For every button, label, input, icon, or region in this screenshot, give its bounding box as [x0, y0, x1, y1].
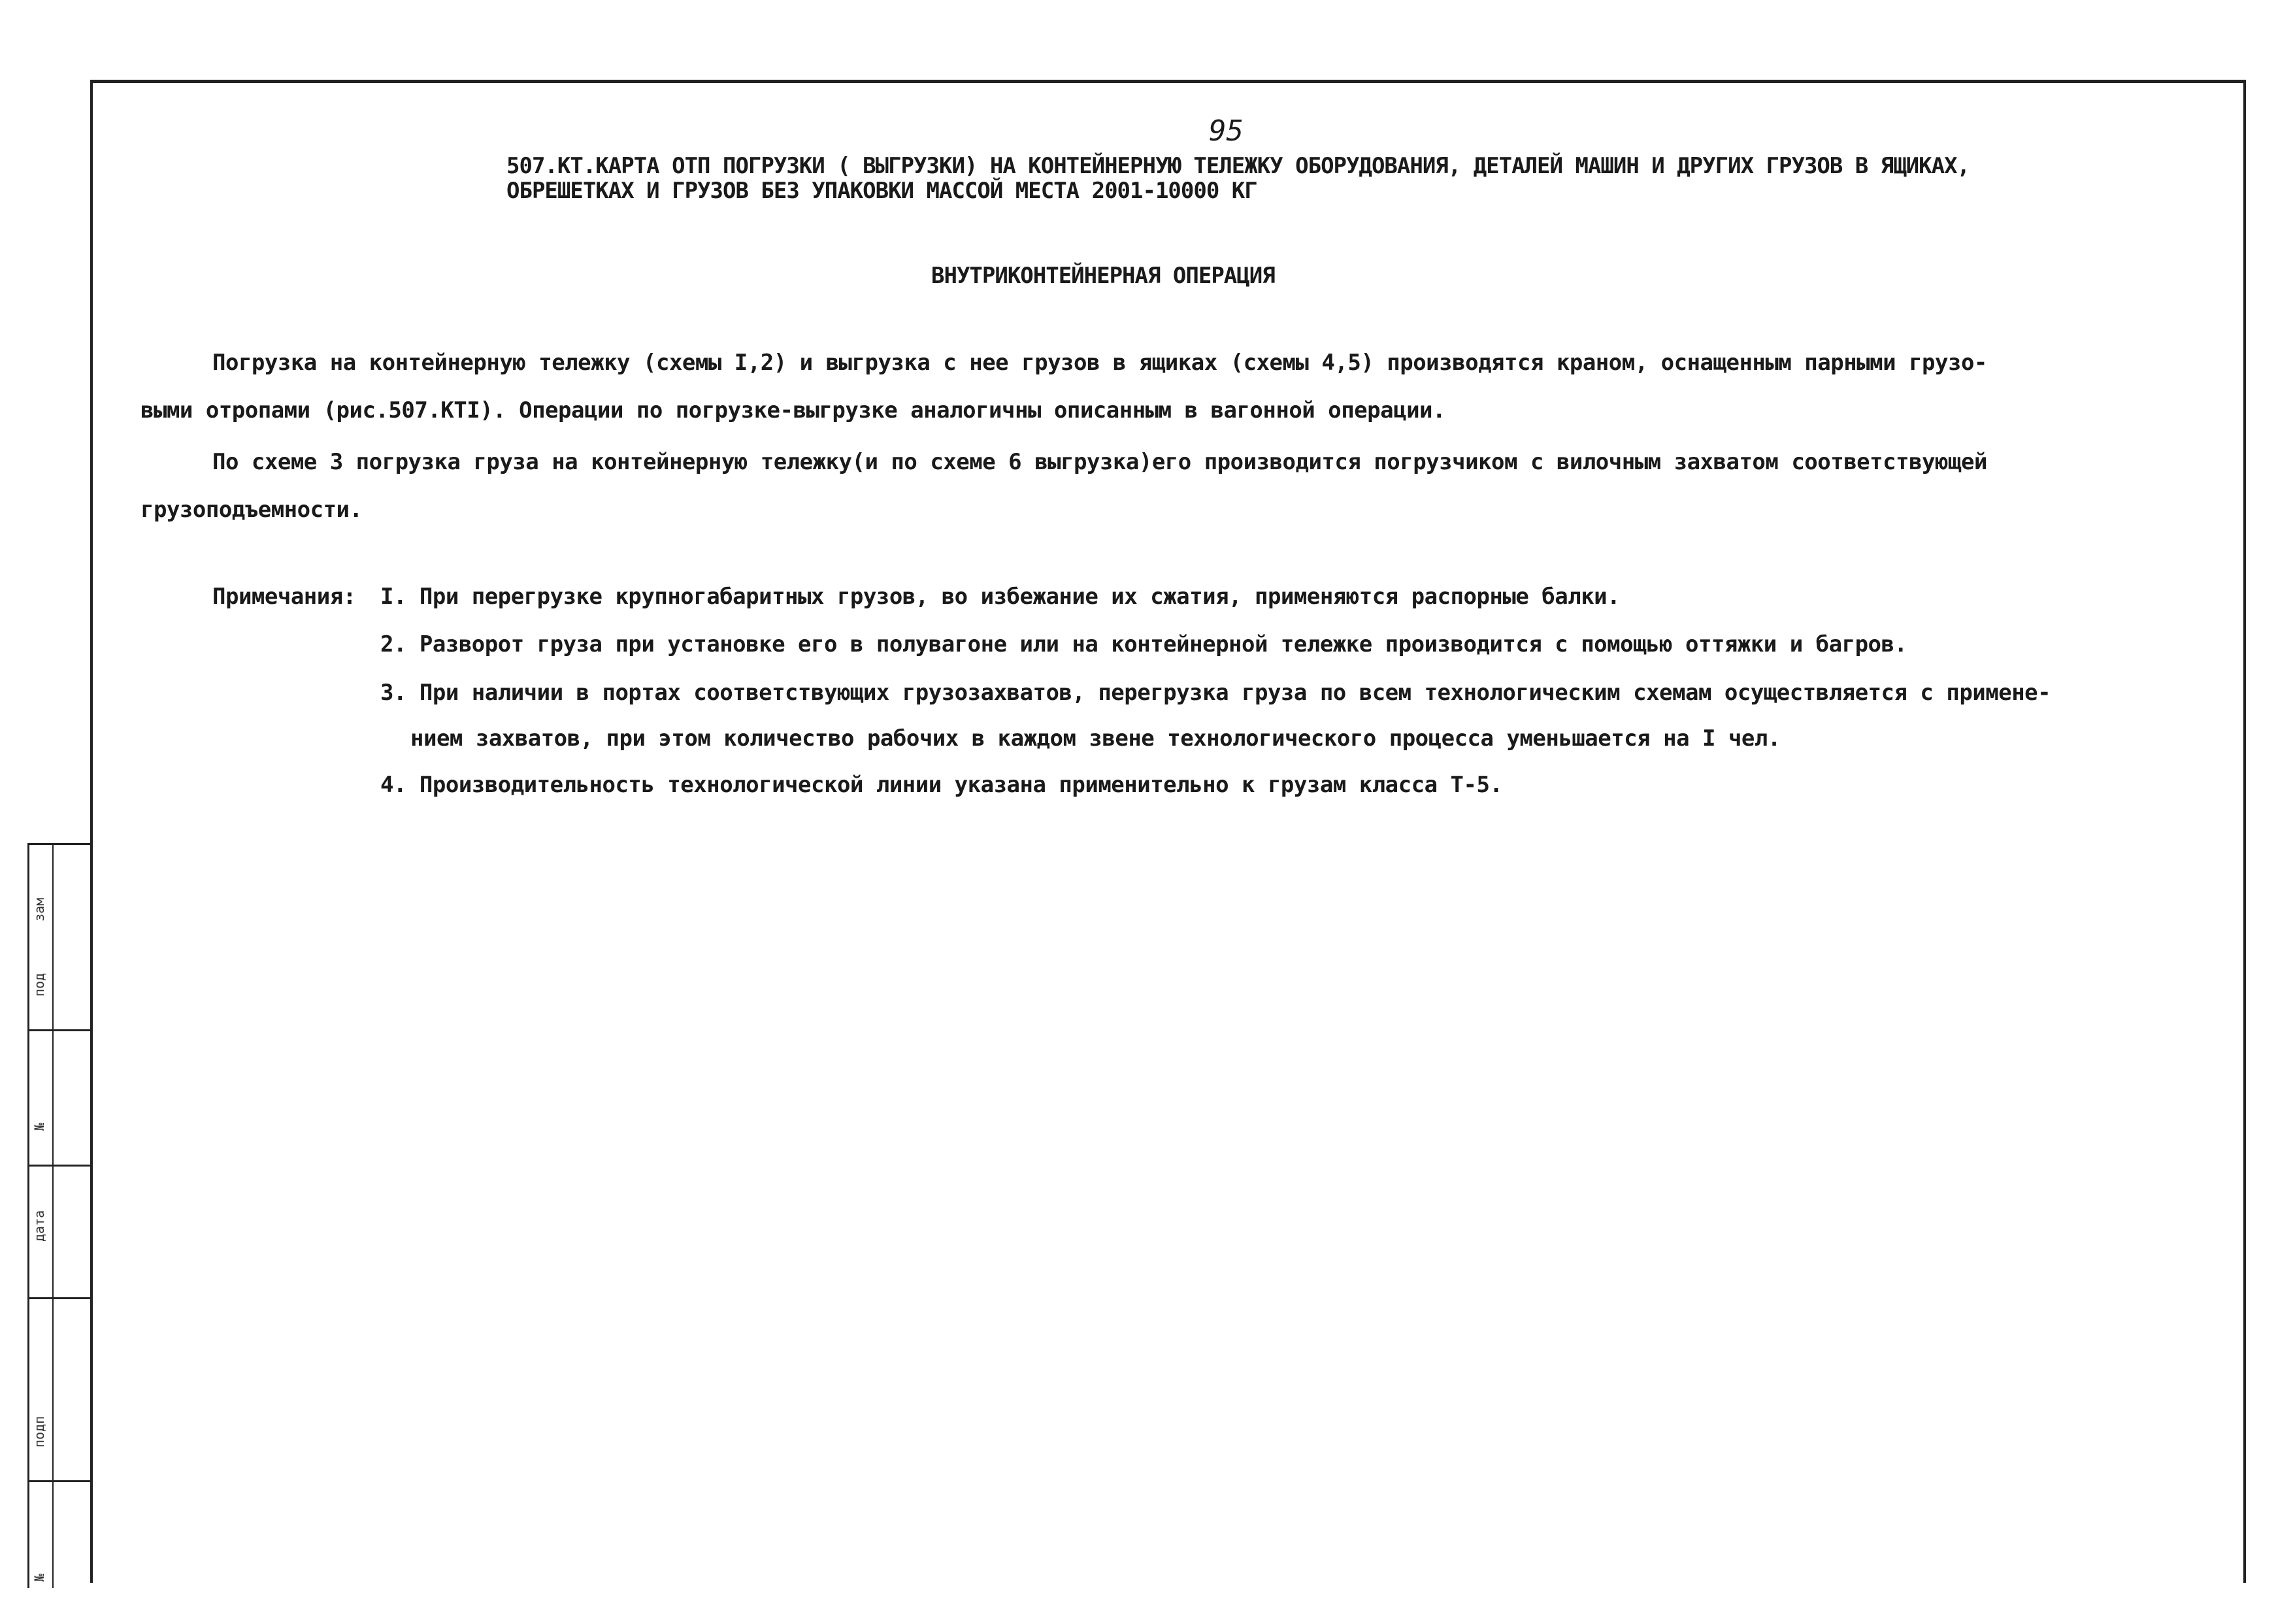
stamp-divider [27, 1480, 93, 1482]
stamp-border-left [27, 843, 29, 1588]
paragraph-1-line-1: Погрузка на контейнерную тележку (схемы I,2) и выгрузка с нее грузов в ящиках (схемы 4,5) производятся краном, оснащенным парными грузо- [212, 350, 1987, 376]
stamp-label: зам [31, 897, 47, 921]
paragraph-1-line-2: выми отропами (рис.507.КТI). Операции по погрузке-выгрузке аналогичны описанным в вагонной операции. [140, 397, 1445, 423]
frame-top-border [90, 80, 2245, 83]
stamp-label: № [31, 1122, 47, 1131]
stamp-border-inner [52, 843, 54, 1588]
page-number: 95 [1209, 114, 1244, 148]
note-2: 2. Разворот груза при установке его в полувагоне или на контейнерной тележке производится с помощью оттяжки и багров. [380, 631, 1907, 657]
stamp-label: под [31, 972, 47, 997]
document-title [506, 154, 2219, 203]
stamp-divider [27, 1297, 93, 1299]
note-4: 4. Производительность технологической линии указана применительно к грузам класса Т-5. [380, 772, 1503, 798]
section-title: ВНУТРИКОНТЕЙНЕРНАЯ ОПЕРАЦИЯ [931, 263, 1275, 289]
title-line-2: ОБРЕШЕТКАХ И ГРУЗОВ БЕЗ УПАКОВКИ МАССОЙ МЕСТА 2001-10000 КГ [506, 178, 1257, 204]
note-3-line-2: нием захватов, при этом количество рабочих в каждом звене технологического процесса уменьшается на I чел. [410, 725, 1781, 752]
stamp-divider [27, 843, 93, 845]
frame-right-border [2243, 80, 2246, 1583]
note-3-line-1: 3. При наличии в портах соответствующих грузозахватов, перегрузка груза по всем технологическим схемам осуществляется с примене- [380, 680, 2051, 706]
paragraph-2-line-1: По схеме 3 погрузка груза на контейнерную тележку(и по схеме 6 выгрузка)его производится погрузчиком с вилочным захватом соответствующей [212, 449, 1987, 475]
notes-label: Примечания: [212, 584, 356, 610]
stamp-label: подп [31, 1416, 47, 1448]
stamp-label: № [31, 1573, 47, 1582]
stamp-divider [27, 1029, 93, 1031]
frame-left-border [90, 80, 93, 1583]
title-line-1: 507.КТ.КАРТА ОТП ПОГРУЗКИ ( ВЫГРУЗКИ) НА КОНТЕЙНЕРНУЮ ТЕЛЕЖКУ ОБОРУДОВАНИЯ, ДЕТАЛЕЙ МАШИН И ДРУГИХ ГРУЗОВ В ЯЩИКАХ, [506, 153, 1970, 179]
stamp-label: дата [31, 1210, 47, 1242]
stamp-divider [27, 1165, 93, 1167]
paragraph-2-line-2: грузоподъемности. [140, 497, 363, 523]
note-1: I. При перегрузке крупногабаритных грузов, во избежание их сжатия, применяются распорные балки. [380, 584, 1621, 610]
